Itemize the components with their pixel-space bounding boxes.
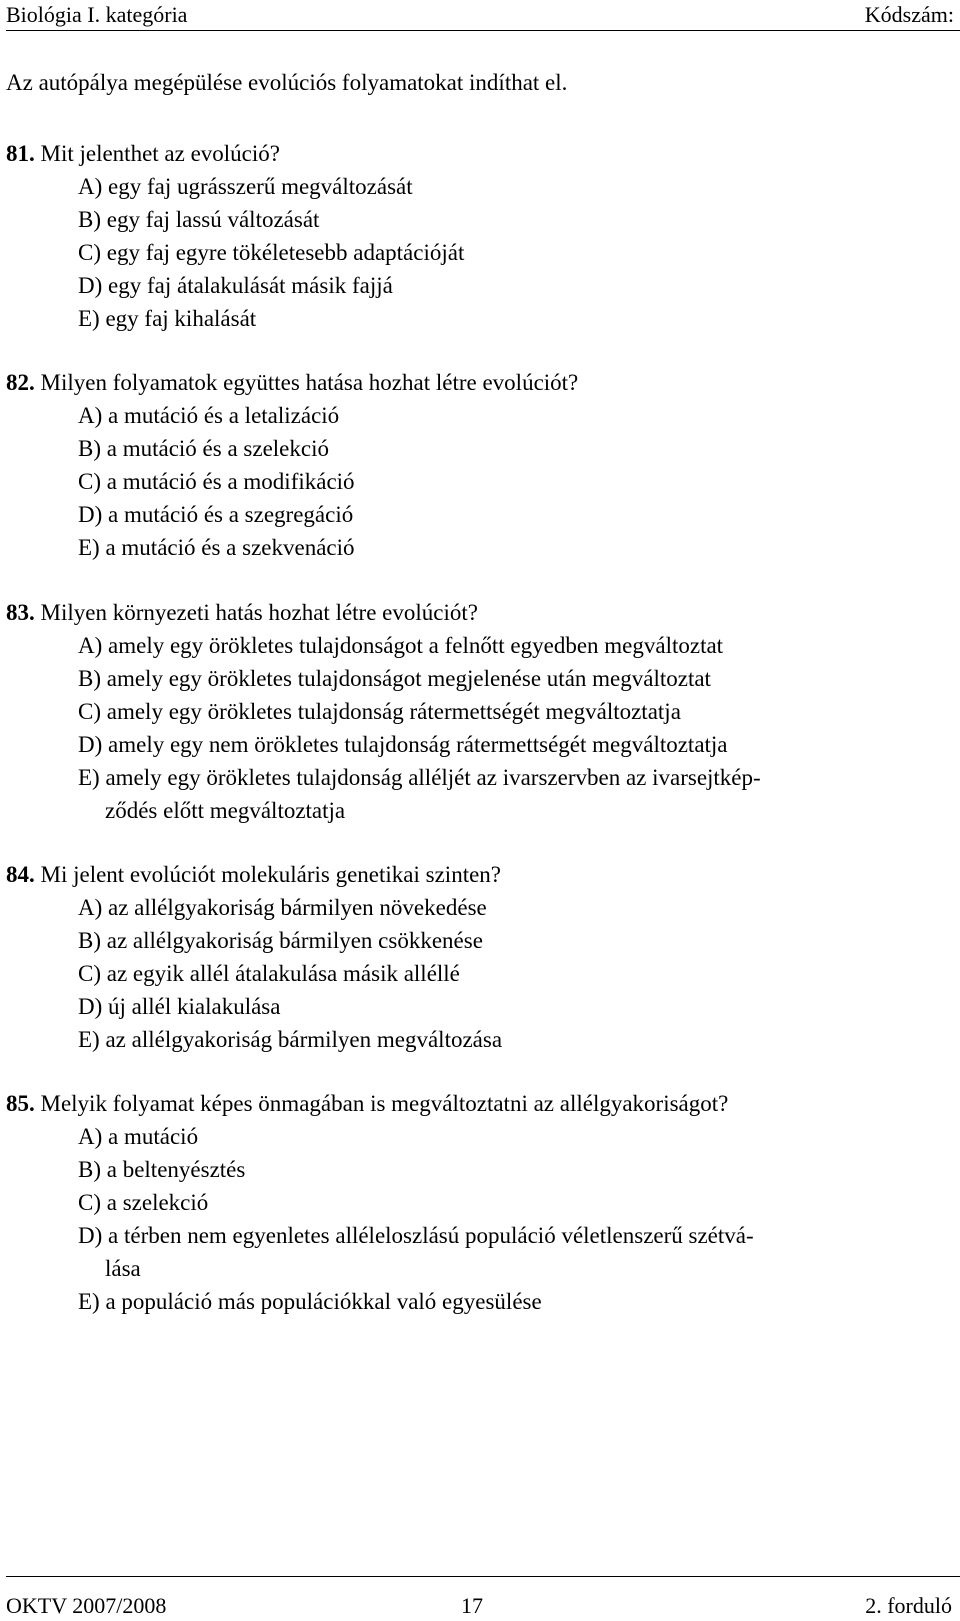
answer-option-line: D) a térben nem egyenletes alléleloszlású populáció véletlenszerű szétvá- [78, 1223, 754, 1248]
answer-option: B) egy faj lassú változását [78, 207, 320, 232]
question-text: Melyik folyamat képes önmagában is megváltoztatni az allélgyakoriságot? [40, 1091, 729, 1116]
category-label: Biológia I. kategória [6, 2, 188, 27]
page-header [6, 0, 960, 31]
page-number: 17 [461, 1593, 483, 1618]
answer-option: E) az allélgyakoriság bármilyen megváltozása [78, 1027, 503, 1052]
question-heading [6, 366, 940, 399]
answer-option: C) a szelekció [78, 1190, 209, 1215]
code-label: Kódszám: [864, 2, 954, 27]
answer-option: B) a beltenyésztés [78, 1157, 246, 1182]
round-label: 2. forduló [865, 1593, 952, 1618]
answer-option: A) az allélgyakoriság bármilyen növekedése [78, 895, 487, 920]
question-text: Mit jelenthet az evolúció? [40, 141, 280, 166]
question-heading [6, 596, 940, 629]
answer-option: D) amely egy nem örökletes tulajdonság rátermettségét megváltoztatja [78, 732, 728, 757]
answer-option-continuation: lása [105, 1256, 141, 1281]
question-number: 82. [6, 370, 35, 395]
question-number: 83. [6, 600, 35, 625]
answer-option: A) a mutáció [78, 1124, 199, 1149]
answer-option: E) a mutáció és a szekvenáció [78, 535, 355, 560]
answer-option: A) egy faj ugrásszerű megváltozását [78, 174, 413, 199]
answer-option: A) amely egy örökletes tulajdonságot a felnőtt egyedben megváltoztat [78, 633, 724, 658]
competition-label: OKTV 2007/2008 [6, 1593, 167, 1618]
question-number: 81. [6, 141, 35, 166]
answer-option: A) a mutáció és a letalizáció [78, 403, 340, 428]
question-text: Milyen folyamatok együttes hatása hozhat létre evolúciót? [40, 370, 579, 395]
answer-option: D) új allél kialakulása [78, 994, 281, 1019]
answer-option: C) az egyik allél átalakulása másik alléllé [78, 961, 460, 986]
answer-option: C) amely egy örökletes tulajdonság rátermettségét megváltoztatja [78, 699, 681, 724]
answer-option: D) a mutáció és a szegregáció [78, 502, 354, 527]
question-heading [6, 858, 940, 891]
answer-option: B) a mutáció és a szelekció [78, 436, 329, 461]
answer-option-continuation: ződés előtt megváltoztatja [105, 798, 346, 823]
answer-option [6, 1219, 940, 1285]
answer-option-line: E) amely egy örökletes tulajdonság alléljét az ivarszervben az ivarsejtkép- [78, 765, 761, 790]
answer-option: B) az allélgyakoriság bármilyen csökkenése [78, 928, 483, 953]
question-84 [6, 858, 940, 1056]
question-82 [6, 366, 940, 564]
question-85 [6, 1087, 940, 1318]
answer-option: C) a mutáció és a modifikáció [78, 469, 355, 494]
question-text: Mi jelent evolúciót molekuláris genetikai szinten? [40, 862, 502, 887]
question-heading [6, 1087, 940, 1120]
answer-option: D) egy faj átalakulását másik fajjá [78, 273, 393, 298]
question-number: 84. [6, 862, 35, 887]
answer-option: E) egy faj kihalását [78, 306, 257, 331]
answer-option [6, 761, 940, 827]
question-heading [6, 137, 940, 170]
page-footer [6, 1576, 960, 1621]
question-number: 85. [6, 1091, 35, 1116]
question-81 [6, 137, 940, 335]
question-text: Milyen környezeti hatás hozhat létre evolúciót? [40, 600, 478, 625]
answer-option: C) egy faj egyre tökéletesebb adaptációját [78, 240, 465, 265]
question-83 [6, 596, 940, 827]
answer-option: E) a populáció más populációkkal való egyesülése [78, 1289, 542, 1314]
intro-sentence: Az autópálya megépülése evolúciós folyamatokat indíthat el. [6, 70, 568, 95]
answer-option: B) amely egy örökletes tulajdonságot megjelenése után megváltoztat [78, 666, 711, 691]
